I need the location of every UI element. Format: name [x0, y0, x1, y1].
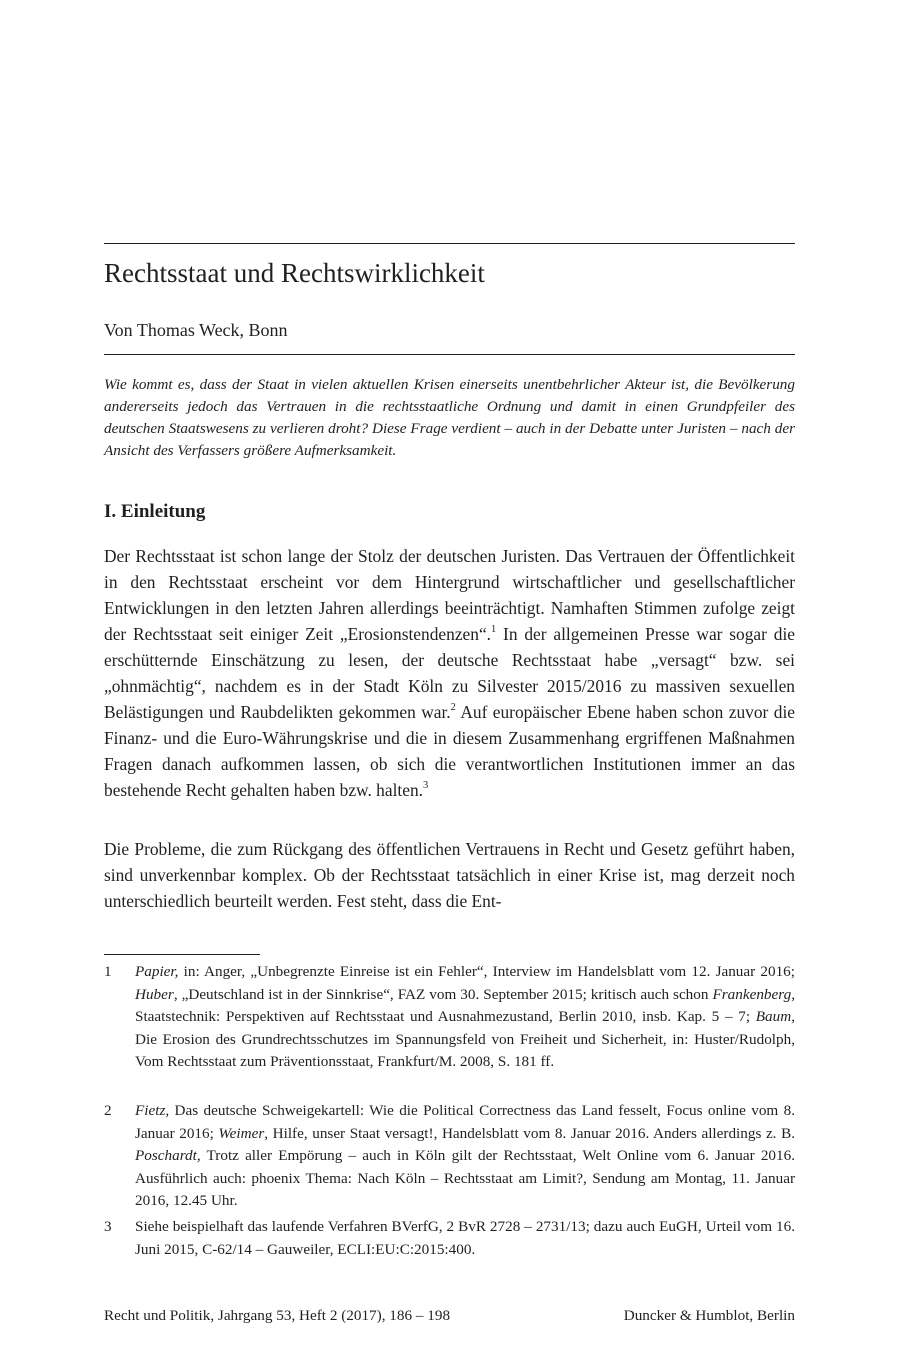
footnote-text — [135, 961, 795, 1074]
section-heading: I. Einleitung — [104, 501, 206, 522]
footnote-author: Weimer — [218, 1124, 265, 1142]
footnote-segment: , „Deutschland ist in der Sinnkrise“, FAZ vom 30. September 2015; kritisch auch schon — [173, 985, 713, 1003]
byline-bottom-rule — [104, 354, 795, 355]
footnote-author: Papier, — [135, 963, 179, 980]
footnote-text: Siehe beispielhaft das laufende Verfahren BVerfG, 2 BvR 2728 – 2731/13; dazu auch EuGH, Urteil vom 16. Juni 2015, C-62/14 – Gauweiler, ECLI:EU:C:2015:400. — [135, 1218, 795, 1258]
footnote-author: Huber — [135, 985, 174, 1003]
footnote-author: Baum — [755, 1008, 792, 1026]
footnote-1 — [104, 961, 795, 1074]
paragraph-text: In der allgemeinen Presse war sogar die erschütternde Einschätzung zu lesen, der deutsche Rechtsstaat habe „versagt“ bzw. sei „ohnmächtig“, nachdem es in der Stadt Köln zu Silvester 2015/2016 zu massiven sexuellen Belästigungen und Raubdelikten gekommen war. — [104, 624, 795, 722]
footnote-3 — [104, 1216, 795, 1261]
paragraph-text: Der Rechtsstaat ist schon lange der Stolz der deutschen Juristen. Das Vertrauen der Öffentlichkeit in den Rechtsstaat erscheint vor dem Hintergrund wirtschaftlicher und gesellschaftlicher Entwicklungen in den letzten Jahren allerdings beeinträchtigt. Namhaften Stimmen zufolge zeigt der Rechtsstaat seit einiger Zeit „Erosionstendenzen“. — [104, 546, 795, 644]
footnote-segment: , Hilfe, unser Staat versagt!, Handelsblatt vom 8. Januar 2016. Anders allerdings z. B. — [264, 1124, 795, 1142]
publisher: Duncker & Humblot, Berlin — [623, 1307, 795, 1324]
title-top-rule — [104, 243, 795, 244]
paragraph-text: Auf europäischer Ebene haben schon zuvor die Finanz- und die Euro-Währungskrise und die in diesem Zusammenhang ergriffenen Maßnahmen Fragen danach aufkommen lassen, ob sich die verantwortlichen Institutionen immer an das bestehende Recht gehalten haben bzw. halten. — [104, 702, 795, 800]
footnote-number: 1 — [104, 963, 112, 980]
body-paragraph-1 — [104, 543, 795, 803]
footnote-segment: in: Anger, „Unbegrenzte Einreise ist ein Fehler“, Interview im Handelsblatt vom 12. Januar 2016; — [178, 963, 795, 980]
body-paragraph-2: Die Probleme, die zum Rückgang des öffentlichen Vertrauens in Recht und Gesetz geführt haben, sind unverkennbar komplex. Ob der Rechtsstaat tatsächlich in einer Krise ist, mag derzeit noch unterschiedlich beurteilt werden. Fest steht, dass die Ent- — [104, 839, 795, 911]
article-abstract: Wie kommt es, dass der Staat in vielen aktuellen Krisen einerseits unentbehrlicher Akteur ist, die Bevölkerung andererseits jedoch das Vertrauen in die rechtsstaatliche Ordnung und damit in einen Grundpfeiler des deutschen Staatswesens zu verlieren droht? Diese Frage verdient – auch in der Debatte unter Juristen – nach der Ansicht des Verfassers größere Aufmerksamkeit. — [104, 376, 795, 459]
footnote-number: 3 — [104, 1218, 112, 1235]
footnote-ref-3[interactable]: 3 — [423, 780, 429, 792]
footnote-author: Frankenberg — [712, 985, 792, 1003]
journal-citation: Recht und Politik, Jahrgang 53, Heft 2 (2017), 186 – 198 — [104, 1307, 451, 1324]
footnote-segment: , Die Erosion des Grundrechtsschutzes im Spannungsfeld von Freiheit und Sicherheit, in: Huster/Rudolph, Vom Rechtsstaat zum Präventionsstaat, Frankfurt/M. 2008, S. 181 ff. — [135, 1008, 795, 1071]
footnote-2 — [104, 1100, 795, 1213]
footnote-author: Poschardt — [135, 1147, 197, 1165]
footnote-ref-2[interactable]: 2 — [450, 702, 456, 714]
footnote-text — [135, 1100, 795, 1213]
footnote-segment: , Staatstechnik: Perspektiven auf Rechtsstaat und Ausnahmezustand, Berlin 2010, insb. Kap. 5 – 7; — [135, 985, 795, 1026]
footnote-segment: , Trotz aller Empörung – auch in Köln gilt der Rechtsstaat, Welt Online vom 6. Januar 2016. Ausführlich auch: phoenix Thema: Nach Köln – Rechtsstaat am Limit?, Sendung am Montag, 11. Januar 2016, 12.45 Uhr. — [135, 1147, 795, 1210]
footnote-ref-1[interactable]: 1 — [491, 624, 497, 636]
footnote-author: Fietz — [135, 1102, 166, 1119]
footnote-separator — [104, 954, 260, 955]
article-title: Rechtsstaat und Rechtswirklichkeit — [104, 258, 485, 288]
footnote-number: 2 — [104, 1102, 112, 1119]
author-byline: Von Thomas Weck, Bonn — [104, 320, 288, 340]
footnote-segment: , Das deutsche Schweigekartell: Wie die Political Correctness das Land fesselt, Focus online vom 8. Januar 2016; — [135, 1102, 795, 1142]
